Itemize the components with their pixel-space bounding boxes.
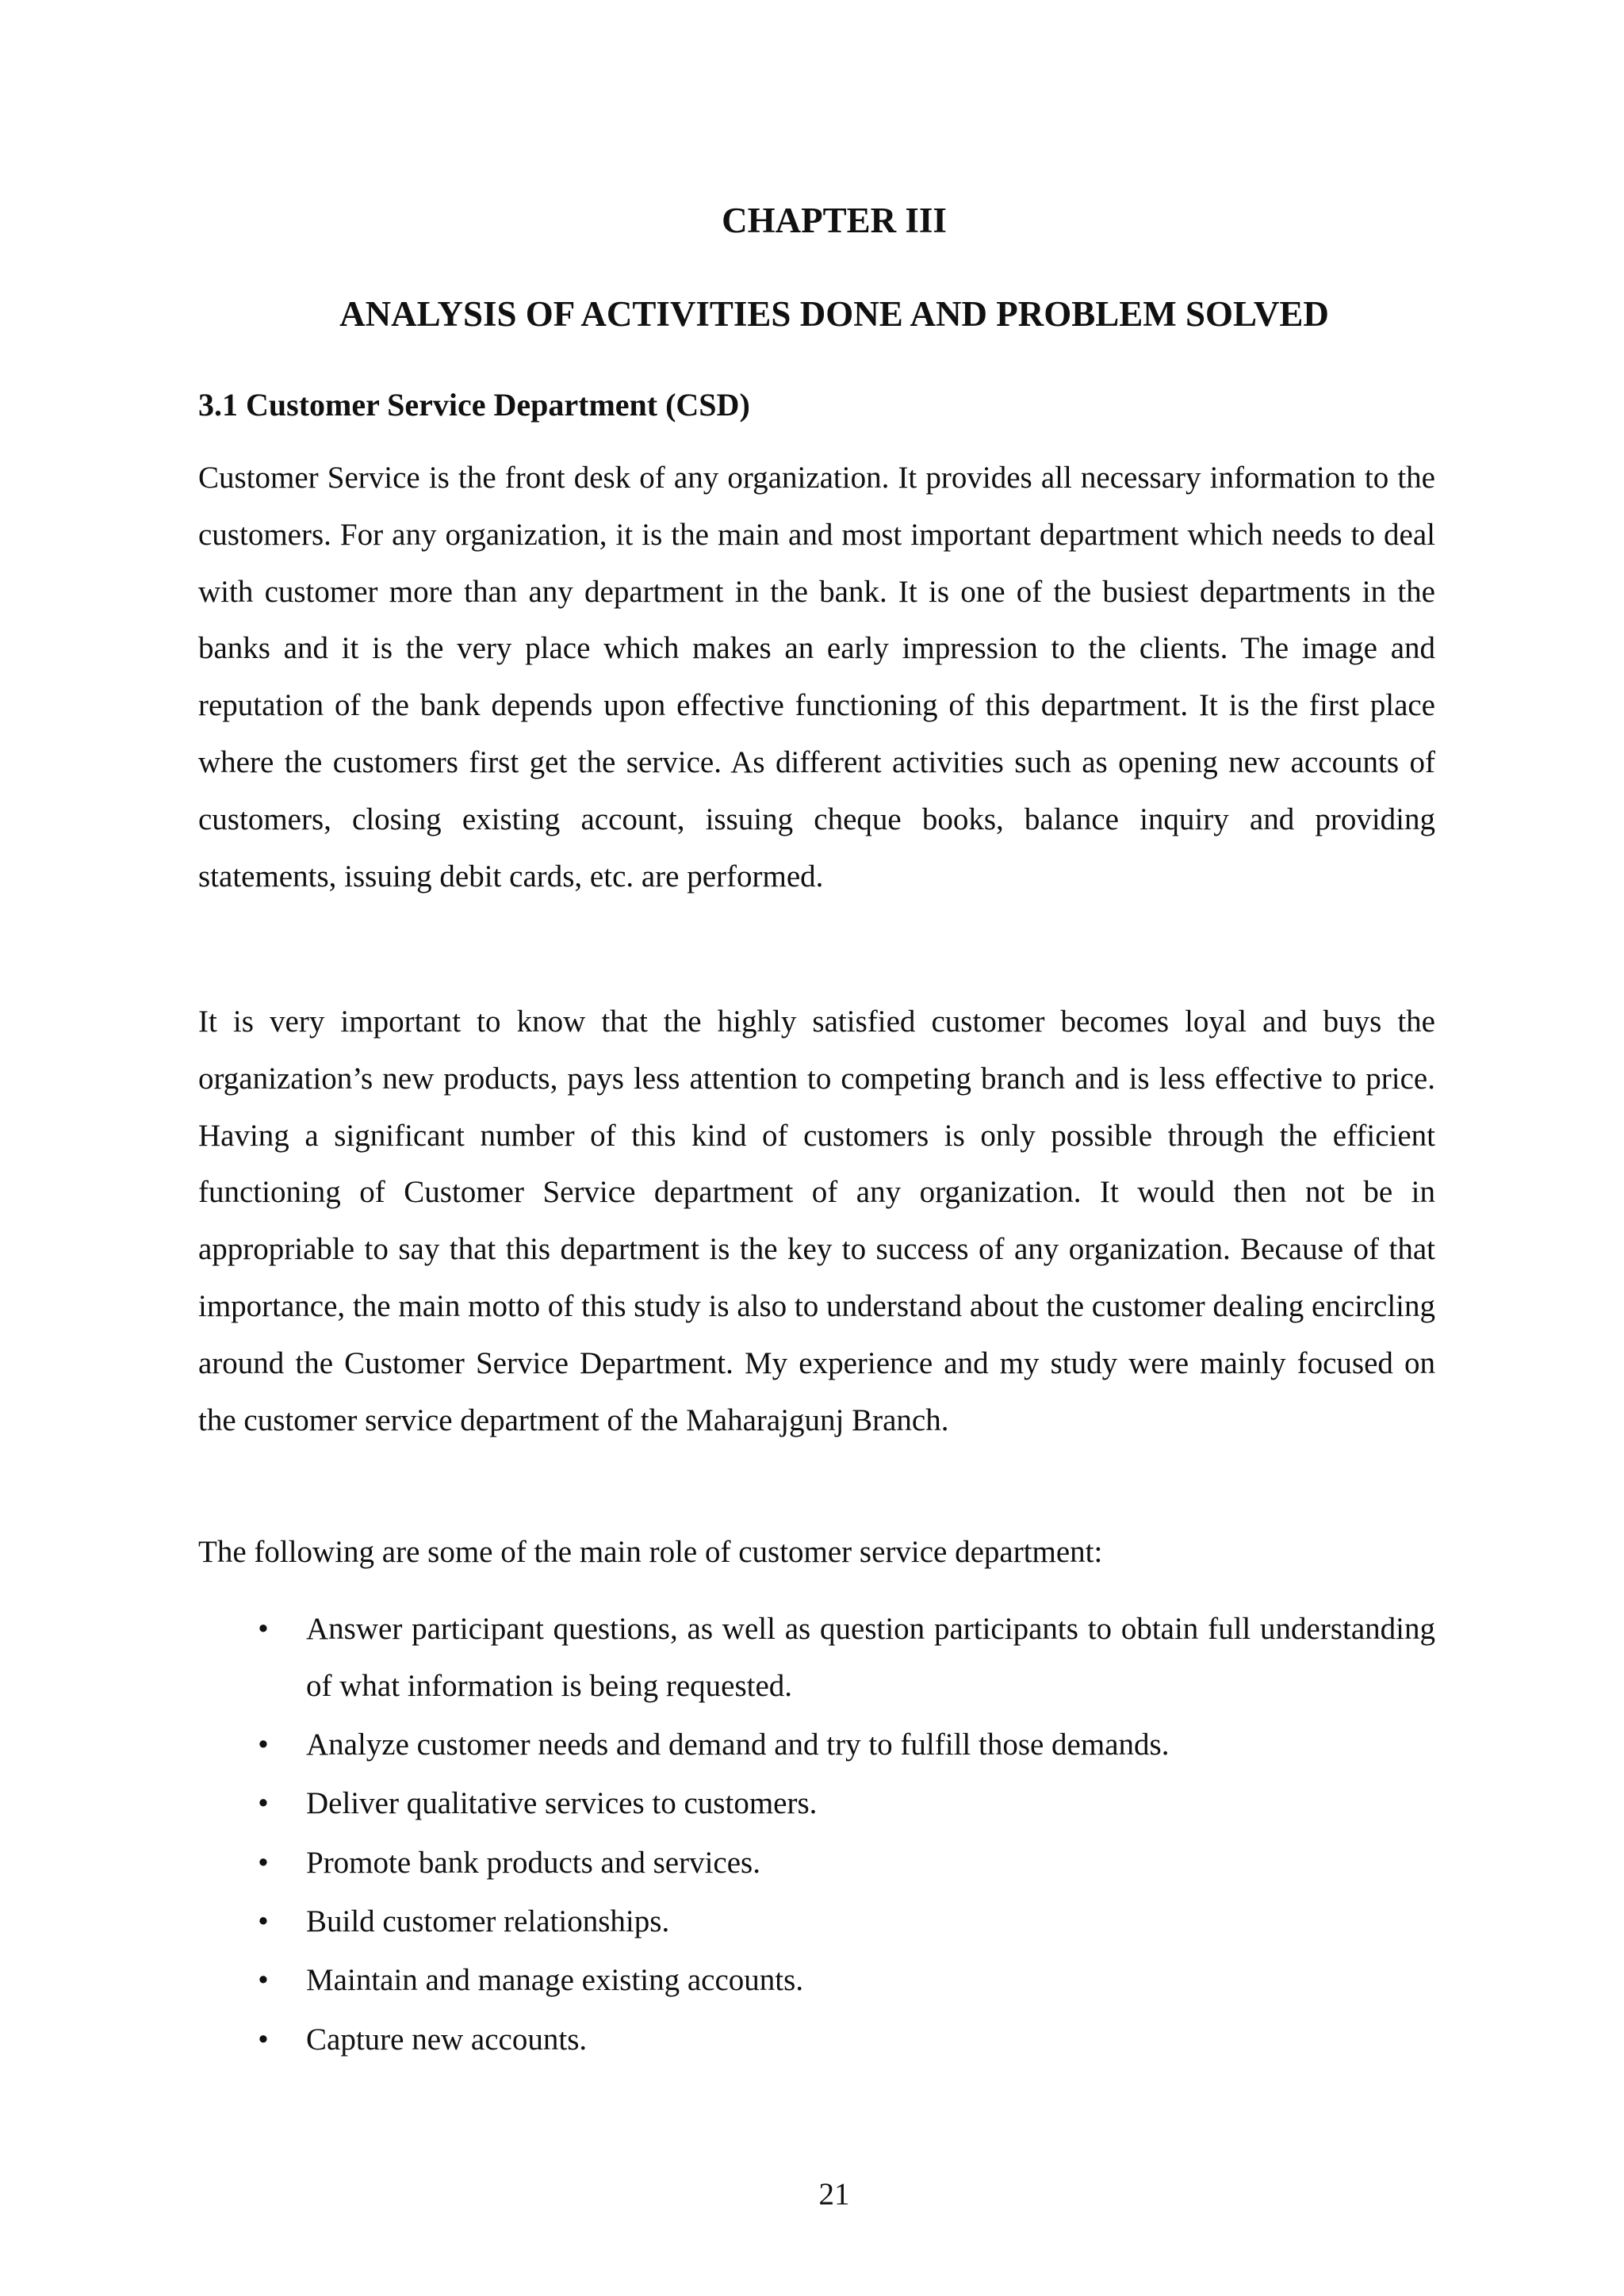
list-item-text: Build customer relationships. xyxy=(306,1904,670,1938)
page-number: 21 xyxy=(818,2177,850,2211)
list-item xyxy=(198,1716,1435,1774)
list-item-text: Maintain and manage existing accounts. xyxy=(306,1963,804,1998)
paragraph-importance: It is very important to know that the highly satisfied customer becomes loyal and buys the organization’s new products, pays less attention to competing branch and is less effective to price. Having a significant number of this kind of customers is only possible through the efficient functioning of Customer Service department of any organization. It would then not be in appropriable to say that this department is the key to success of any organization. Because of that importance, the main motto of this study is also to understand about the customer dealing encircling around the Customer Service Department. My experience and my study were mainly focused on the customer service department of the Maharajgunj Branch. xyxy=(198,1004,1435,1437)
list-item xyxy=(198,1601,1435,1715)
list-item-text: Promote bank products and services. xyxy=(306,1845,760,1880)
roles-list xyxy=(198,1601,1435,2070)
list-item xyxy=(198,1835,1435,1892)
bullet-icon: • xyxy=(258,1612,269,1646)
list-item xyxy=(198,1952,1435,2009)
list-item xyxy=(198,1893,1435,1950)
bullet-icon: • xyxy=(258,1845,269,1880)
paragraph-roles-lead: The following are some of the main role of customer service department: xyxy=(198,1535,1103,1569)
section-heading: 3.1 Customer Service Department (CSD) xyxy=(198,387,750,423)
list-item xyxy=(198,2011,1435,2068)
paragraph-intro: Customer Service is the front desk of any organization. It provides all necessary information to the customers. For any organization, it is the main and most important department which needs to deal with customer more than any department in the bank. It is one of the busiest departments in the banks and it is the very place which makes an early impression to the clients. The image and reputation of the bank depends upon effective functioning of this department. It is the first place where the customers first get the service. As different activities such as opening new accounts of customers, closing existing account, issuing cheque books, balance inquiry and providing statements, issuing debit cards, etc. are performed. xyxy=(198,461,1435,894)
chapter-subtitle: ANALYSIS OF ACTIVITIES DONE AND PROBLEM SOLVED xyxy=(339,294,1329,334)
chapter-title: CHAPTER III xyxy=(722,201,947,240)
bullet-icon: • xyxy=(258,1963,269,1998)
bullet-icon: • xyxy=(258,2022,269,2057)
list-item-text: Analyze customer needs and demand and try to fulfill those demands. xyxy=(306,1728,1170,1762)
bullet-icon: • xyxy=(258,1786,269,1821)
list-item-text: Answer participant questions, as well as question participants to obtain full understanding of what information is being requested. xyxy=(306,1612,1435,1703)
list-item-text: Capture new accounts. xyxy=(306,2022,588,2057)
bullet-icon: • xyxy=(258,1904,269,1938)
list-item-text: Deliver qualitative services to customers. xyxy=(306,1786,818,1821)
list-item xyxy=(198,1775,1435,1832)
bullet-icon: • xyxy=(258,1728,269,1762)
